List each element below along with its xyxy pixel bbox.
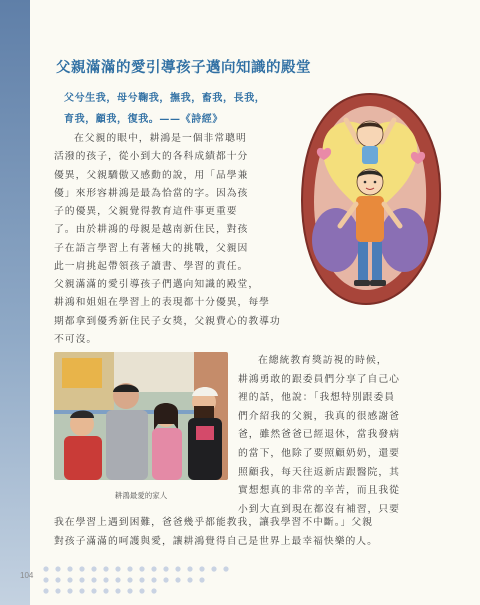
paragraph-line: 了。由於耕鴻的母親是越南新住民，對孩 [54, 224, 249, 236]
paragraph-line: 小到大直到現在都沒有補習，只要 [238, 503, 400, 515]
quote-line: 育我，顧我，復我。——《詩經》 [64, 114, 223, 125]
child-drawing-illustration [296, 90, 444, 308]
paragraph-line: 在父親的眼中，耕鴻是一個非常聰明 [74, 133, 247, 144]
paragraph-line: 父親滿滿的愛引導孩子們邁向知識的殿堂， [54, 279, 260, 290]
paragraph-line: 我在學習上遇到困難，爸爸幾乎都能教我，讓我學習不中斷。」父親 [54, 517, 374, 528]
decorative-dots [40, 564, 240, 594]
left-color-strip [0, 0, 30, 605]
paragraph-line: 的當下，他除了要照顧奶奶，還要 [238, 447, 400, 459]
paragraph-1 [54, 130, 316, 276]
paragraph-line: 活潑的孩子，從小到大的各科成績都十分 [54, 151, 249, 163]
paragraph-line: 裡的話，他說：「我想特別跟委員 [238, 392, 396, 404]
paragraph-line: 優」來形容耕鴻是最為恰當的字。因為孩 [54, 187, 249, 199]
paragraph-line: 在總統教育獎訪視的時候， [258, 355, 388, 366]
page-number: 104 [20, 571, 34, 580]
paragraph-line: 不可沒。 [54, 333, 98, 345]
paragraph-line: 爸，雖然爸爸已經退休，當我發病 [238, 429, 400, 441]
paragraph-2 [238, 352, 438, 519]
family-photo-svg [54, 352, 228, 480]
paragraph-line: 期都拿到優秀新住民子女獎，父親費心的教導功 [54, 315, 281, 327]
paragraph-line: 優異，父親驕傲又感動的說，用「品學兼 [54, 169, 249, 181]
family-photo [54, 352, 228, 480]
paragraph-line: 此一肩挑起帶領孩子讀書、學習的責任。 [54, 261, 249, 273]
paragraph-line: 子在語言學習上有著極大的挑戰，父親因 [54, 242, 249, 254]
paragraph-line: 子的優異，父親覺得教育這件事更重要 [54, 206, 238, 218]
paragraph-line: 實想想真的非常的辛苦，而且我從 [238, 485, 400, 497]
paragraph-2-continued [54, 514, 444, 551]
photo-caption: 耕鴻最愛的家人 [114, 491, 168, 500]
paragraph-line: 照顧我，每天往返新店跟醫院，其 [238, 466, 400, 478]
paragraph-line: 耕鴻勇敢的跟委員們分享了自己心 [238, 373, 400, 385]
poem-quote [64, 88, 312, 130]
paragraph-line: 對孩子滿滿的呵護與愛，讓耕鴻覺得自己是世界上最幸福快樂的人。 [54, 535, 378, 547]
article-title: 父親滿滿的愛引導孩子邁向知識的殿堂 [56, 60, 311, 76]
paragraph-line: 耕鴻和姐姐在學習上的表現都十分優異，每學 [54, 297, 270, 309]
drawing-svg [296, 90, 444, 308]
quote-line: 父兮生我，母兮鞠我，撫我，畜我，長我， [64, 93, 266, 104]
paragraph-line: 們介紹我的父親，我真的很感謝爸 [238, 410, 400, 422]
